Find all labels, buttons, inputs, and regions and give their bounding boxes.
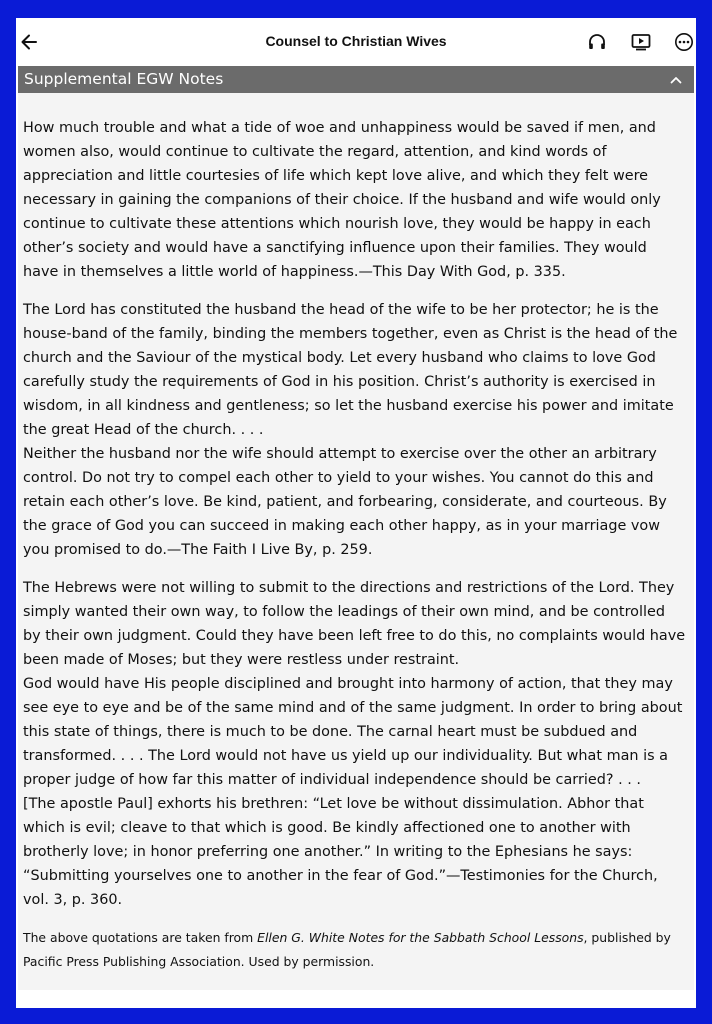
note-paragraph-2: The Lord has constituted the husband the head of the wife to be her protector; he is the house-band of the family, binding the members together, even as Christ is the head of the church and the Saviour of the mystical body. Let every husband who claims to love God carefully study the requirements of God in his position. Christ’s authority is exercised in wisdom, in all kindness and gentleness; so let the husband exercise his power and imitate the great Head of the church. . . . Neither the husband nor the wife should attempt to exercise over the other an arbitrary control. Do not try to compel each other to yield to your wishes. You cannot do this and retain each other’s love. Be kind, patient, and forbearing, considerate, and courteous. By the grace of God you can succeed in making each other happy, as in your marriage vow you promised to do.—The Faith I Live By, p. 259. <box>23 302 678 558</box>
attribution-note: The above quotations are taken from Ellen G. White Notes for the Sabbath School Lessons, published by Pacific Press Publishing Association. Used by permission. <box>23 930 671 969</box>
video-button[interactable] <box>629 30 653 54</box>
page-title: Counsel to Christian Wives <box>265 33 447 49</box>
source-book-title: Ellen G. White Notes for the Sabbath School Lessons <box>257 930 584 945</box>
section-title: Supplemental EGW Notes <box>24 70 224 88</box>
chevron-up-icon[interactable] <box>668 66 684 93</box>
note-paragraph-1: How much trouble and what a tide of woe and unhappiness would be saved if men, and women also, would continue to cultivate the regard, attention, and kind words of appreciation and little courtesies of life which kept love alive, and which they felt were necessary in gaining the companions of their choice. If the husband and wife would only continue to cultivate these attentions which nourish love, they would be happy in each other’s society and would have a sanctifying influence upon their families. They would have in themselves a little world of happiness.—This Day With God, p. 335. <box>23 120 661 280</box>
supplemental-notes-header[interactable] <box>18 66 694 93</box>
audio-button[interactable] <box>585 30 609 54</box>
play-video-icon <box>631 32 651 52</box>
headphones-icon <box>587 32 607 52</box>
more-options-button[interactable] <box>672 30 696 54</box>
back-arrow-icon <box>20 33 38 51</box>
back-button[interactable] <box>16 30 42 54</box>
top-bar <box>16 18 696 66</box>
app-screen <box>16 18 696 1008</box>
notes-content <box>18 93 694 990</box>
more-options-icon <box>674 32 694 52</box>
note-paragraph-3: The Hebrews were not willing to submit to the directions and restrictions of the Lord. They simply wanted their own way, to follow the leadings of their own mind, and be controlled by their own judgment. Could they have been left free to do this, no complaints would have been made of Moses; but they were restless under restraint. God would have His people disciplined and brought into harmony of action, that they may see eye to eye and be of the same mind and of the same judgment. In order to bring about this state of things, there is much to be done. The carnal heart must be subdued and transformed. . . . The Lord would not have us yield up our individuality. But what man is a proper judge of how far this matter of individual independence should be carried? . . . [The apostle Paul] exhorts his brethren: “Let love be without dissimulation. Abhor that which is evil; cleave to that which is good. Be kindly affectioned one to another with brotherly love; in honor preferring one another.” In writing to the Ephesians he says: “Submitting yourselves one to another in the fear of God.”—Testimonies for the Church, vol. 3, p. 360. <box>23 580 686 908</box>
